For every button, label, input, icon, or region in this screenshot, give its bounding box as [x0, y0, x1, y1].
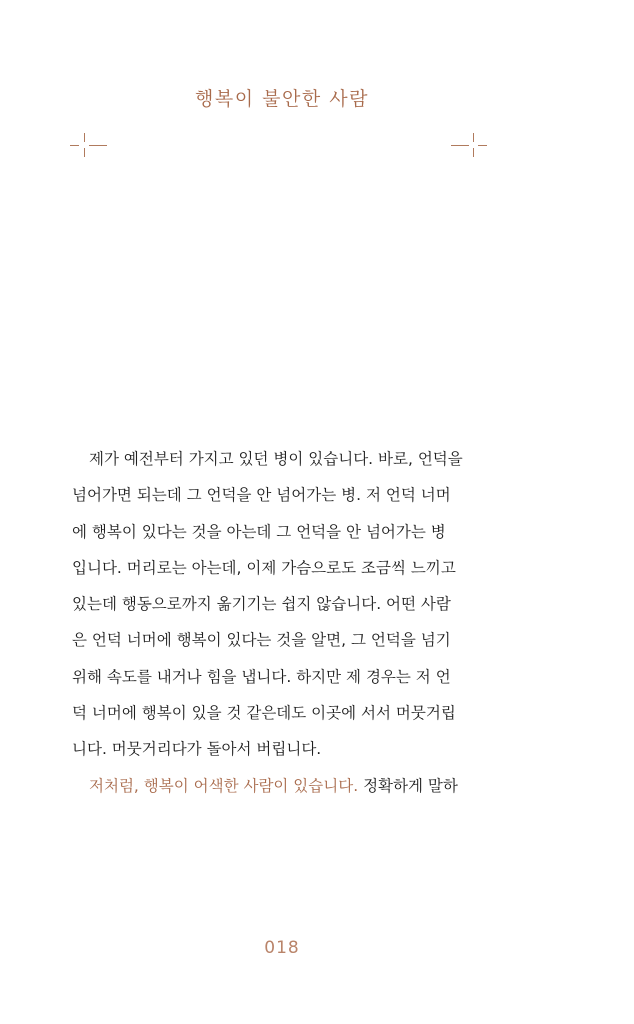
body-line-tail: 정확하게 말하: [358, 776, 458, 795]
body-paragraphs: [72, 441, 502, 804]
crop-mark-right: [448, 131, 488, 161]
body-line: 넘어가면 되는데 그 언덕을 안 넘어가는 병. 저 언덕 너머: [72, 486, 451, 505]
body-line: 위해 속도를 내거나 힘을 냅니다. 하지만 제 경우는 저 언: [72, 667, 451, 686]
crop-mark-left: [70, 131, 110, 161]
body-line: 입니다. 머리로는 아는데, 이제 가슴으로도 조금씩 느끼고: [72, 558, 456, 577]
body-line: 있는데 행동으로까지 옮기기는 쉽지 않습니다. 어떤 사람: [72, 595, 451, 614]
body-line-last: [72, 768, 502, 804]
chapter-title: 행복이 불안한 사람: [195, 88, 369, 110]
body-line: 에 행복이 있다는 것을 아는데 그 언덕을 안 넘어가는 병: [72, 522, 446, 541]
body-line: 덕 너머에 행복이 있을 것 같은데도 이곳에 서서 머뭇거립: [72, 704, 456, 723]
body-line: 은 언덕 너머에 행복이 있다는 것을 알면, 그 언덕을 넘기: [72, 631, 451, 650]
page-number: 018: [264, 938, 300, 958]
body-line: 니다. 머뭇거리다가 돌아서 버립니다.: [72, 740, 322, 759]
body-line: 제가 예전부터 가지고 있던 병이 있습니다. 바로, 언덕을: [89, 450, 463, 468]
highlighted-sentence: 저처럼, 행복이 어색한 사람이 있습니다.: [89, 776, 359, 795]
